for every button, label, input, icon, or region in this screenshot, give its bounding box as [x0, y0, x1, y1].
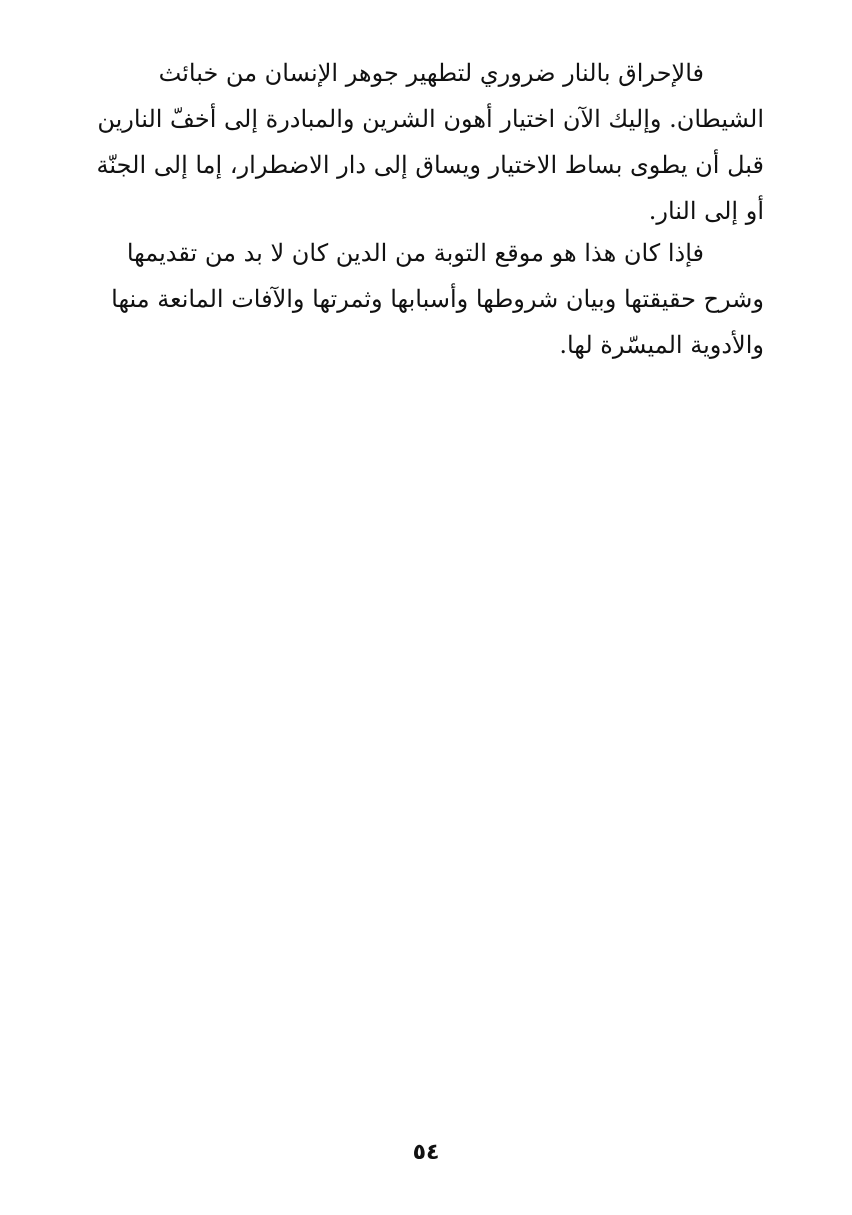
paragraph-line: أو إلى النار.	[648, 197, 764, 225]
paragraph-line: والأدوية الميسّرة لها.	[559, 331, 764, 359]
paragraph-1	[90, 50, 764, 234]
paragraph-2	[90, 230, 764, 368]
paragraph-line: فالإحراق بالنار ضروري لتطهير جوهر الإنسان من خبائث	[158, 59, 704, 87]
paragraph-line: وشرح حقيقتها وبيان شروطها وأسبابها وثمرتها والآفات المانعة منها	[111, 285, 764, 313]
page-number: ٥٤	[412, 1140, 440, 1165]
paragraph-line: الشيطان. وإليك الآن اختيار أهون الشرين والمبادرة إلى أخفّ النارين	[97, 105, 764, 133]
paragraph-line: قبل أن يطوى بساط الاختيار ويساق إلى دار الاضطرار، إما إلى الجنّة	[96, 151, 764, 179]
paragraph-line: فإذا كان هذا هو موقع التوبة من الدين كان لا بد من تقديمها	[126, 239, 704, 267]
